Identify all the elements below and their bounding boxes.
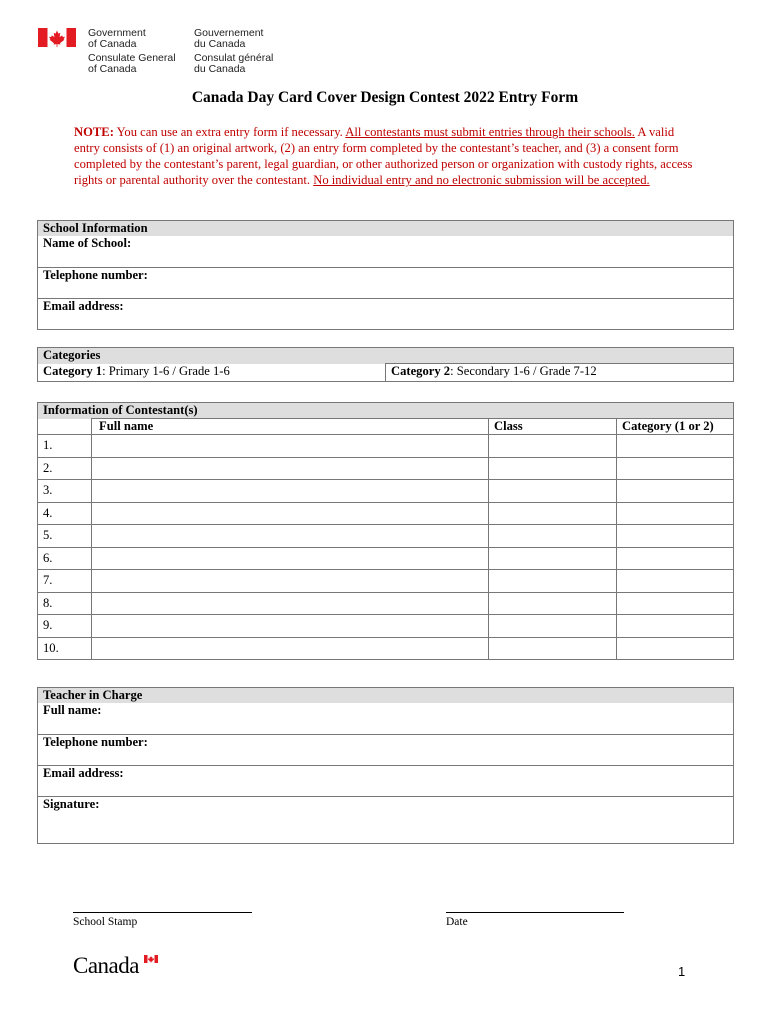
category-2-label: Category 2: [391, 364, 451, 378]
government-of-canada-fr: [194, 28, 263, 50]
contestant-name-cell[interactable]: [92, 637, 489, 660]
contestant-name-cell[interactable]: [92, 592, 489, 615]
contestant-class-cell[interactable]: [489, 480, 617, 503]
teacher-table: [37, 687, 734, 844]
contestant-name-cell[interactable]: [92, 525, 489, 548]
contestant-category-cell[interactable]: [617, 457, 734, 480]
cons-fr-line-1: Consulat général: [194, 52, 274, 64]
contestant-row: [38, 637, 734, 660]
contestant-name-cell[interactable]: [92, 435, 489, 458]
cons-fr-line-2: du Canada: [194, 63, 246, 75]
contestant-row: [38, 592, 734, 615]
contestant-category-cell[interactable]: [617, 615, 734, 638]
contestant-class-cell[interactable]: [489, 570, 617, 593]
contestant-row: [38, 457, 734, 480]
categories-table: [37, 347, 734, 382]
cons-en-line-2: of Canada: [88, 63, 137, 75]
contestant-class-cell[interactable]: [489, 592, 617, 615]
category-2-cell: [386, 364, 734, 382]
contestant-name-cell[interactable]: [92, 547, 489, 570]
contestant-row-number: 6.: [38, 547, 92, 570]
contestant-row-number: 5.: [38, 525, 92, 548]
canada-wordmark-logo: [73, 953, 139, 979]
school-phone-label: Telephone number:: [43, 268, 148, 282]
category-1-label: Category 1: [43, 363, 103, 378]
category-header: Category (1 or 2): [617, 419, 734, 435]
contestant-row: [38, 525, 734, 548]
school-information-heading: School Information: [38, 221, 734, 237]
gov-fr-line-2: du Canada: [194, 38, 246, 50]
category-1-text: : Primary 1-6 / Grade 1-6: [102, 363, 230, 378]
contestant-row-number: 3.: [38, 480, 92, 503]
teacher-name-label: Full name:: [43, 703, 102, 717]
category-1-cell: [38, 364, 386, 382]
gov-fr-line-1: Gouvernement: [194, 27, 264, 39]
canada-flag-icon: [38, 28, 76, 47]
stamp-signature-line: [73, 912, 252, 913]
teacher-phone-field[interactable]: [38, 735, 734, 766]
page-title: Canada Day Card Cover Design Contest 2022 Entry Form: [191, 89, 579, 106]
contestant-row-number: 10.: [38, 637, 92, 660]
contestant-row-number: 1.: [38, 435, 92, 458]
contestant-category-cell[interactable]: [617, 480, 734, 503]
teacher-email-field[interactable]: [38, 766, 734, 797]
contestant-row: [38, 570, 734, 593]
contestant-rows: [38, 435, 734, 660]
note-label: NOTE:: [74, 125, 114, 139]
note-paragraph: [74, 124, 694, 188]
contestant-category-cell[interactable]: [617, 637, 734, 660]
contestant-class-cell[interactable]: [489, 502, 617, 525]
contestant-row: [38, 435, 734, 458]
contestant-row-number: 4.: [38, 502, 92, 525]
note-text-1: You can use an extra entry form if necessary.: [113, 125, 346, 139]
contestant-name-cell[interactable]: [92, 570, 489, 593]
contestant-category-cell[interactable]: [617, 547, 734, 570]
contestant-row-number: 9.: [38, 615, 92, 638]
school-email-field[interactable]: [38, 299, 734, 330]
contestant-row: [38, 480, 734, 503]
wordmark-flag-icon: [144, 955, 158, 963]
consulate-general-en: [88, 53, 176, 75]
consulate-general-fr: [194, 53, 273, 75]
full-name-header: Full name: [92, 419, 489, 435]
contestant-class-cell[interactable]: [489, 457, 617, 480]
contestants-table: [37, 402, 734, 660]
contestant-class-cell[interactable]: [489, 637, 617, 660]
contestant-category-cell[interactable]: [617, 502, 734, 525]
contestants-heading: Information of Contestant(s): [38, 403, 734, 419]
contestant-class-cell[interactable]: [489, 435, 617, 458]
contestant-category-cell[interactable]: [617, 435, 734, 458]
category-2-text: : Secondary 1-6 / Grade 7-12: [450, 364, 597, 378]
teacher-signature-label: Signature:: [43, 797, 100, 811]
gov-en-line-1: Government: [88, 27, 146, 39]
page-number: 1: [678, 964, 686, 979]
contestant-row-number: 8.: [38, 592, 92, 615]
teacher-signature-field[interactable]: [38, 797, 734, 844]
categories-heading: Categories: [38, 348, 734, 364]
contestant-row: [38, 547, 734, 570]
school-name-field[interactable]: [38, 236, 734, 268]
school-phone-field[interactable]: [38, 268, 734, 299]
school-stamp-label: School Stamp: [73, 916, 138, 928]
contestant-row: [38, 502, 734, 525]
contestant-name-cell[interactable]: [92, 615, 489, 638]
contestant-class-cell[interactable]: [489, 615, 617, 638]
contestant-name-cell[interactable]: [92, 480, 489, 503]
row-number-header: [38, 419, 92, 435]
date-signature-line: [446, 912, 624, 913]
gov-en-line-2: of Canada: [88, 38, 137, 50]
school-name-label: Name of School:: [43, 236, 132, 250]
contestant-category-cell[interactable]: [617, 592, 734, 615]
contestant-row-number: 2.: [38, 457, 92, 480]
canada-wordmark-text: Canada: [73, 953, 139, 978]
teacher-email-label: Email address:: [43, 766, 124, 780]
cons-en-line-1: Consulate General: [88, 52, 176, 64]
note-text-2: A valid entry consists of (1) an original artwork, (2) an entry form completed by the contestant’s teacher, and (3) a consent form completed by the contestant’s parent, legal guardian, or other authorized person or organization with custody rights, access rights or parental authority over the contestant.: [74, 125, 693, 187]
class-header: Class: [489, 419, 617, 435]
school-email-label: Email address:: [43, 299, 124, 313]
contestant-class-cell[interactable]: [489, 525, 617, 548]
contestant-name-cell[interactable]: [92, 502, 489, 525]
note-underlined-1: All contestants must submit entries through their schools.: [345, 125, 635, 139]
contestant-category-cell[interactable]: [617, 570, 734, 593]
government-of-canada-en: [88, 28, 146, 50]
teacher-heading: Teacher in Charge: [38, 688, 734, 704]
date-label: Date: [446, 916, 468, 928]
teacher-phone-label: Telephone number:: [43, 735, 148, 749]
note-underlined-2: No individual entry and no electronic submission will be accepted.: [313, 173, 650, 187]
teacher-name-field[interactable]: [38, 703, 734, 735]
contestant-category-cell[interactable]: [617, 525, 734, 548]
contestant-class-cell[interactable]: [489, 547, 617, 570]
contestant-name-cell[interactable]: [92, 457, 489, 480]
school-information-table: [37, 220, 734, 330]
contestant-row: [38, 615, 734, 638]
contestant-row-number: 7.: [38, 570, 92, 593]
